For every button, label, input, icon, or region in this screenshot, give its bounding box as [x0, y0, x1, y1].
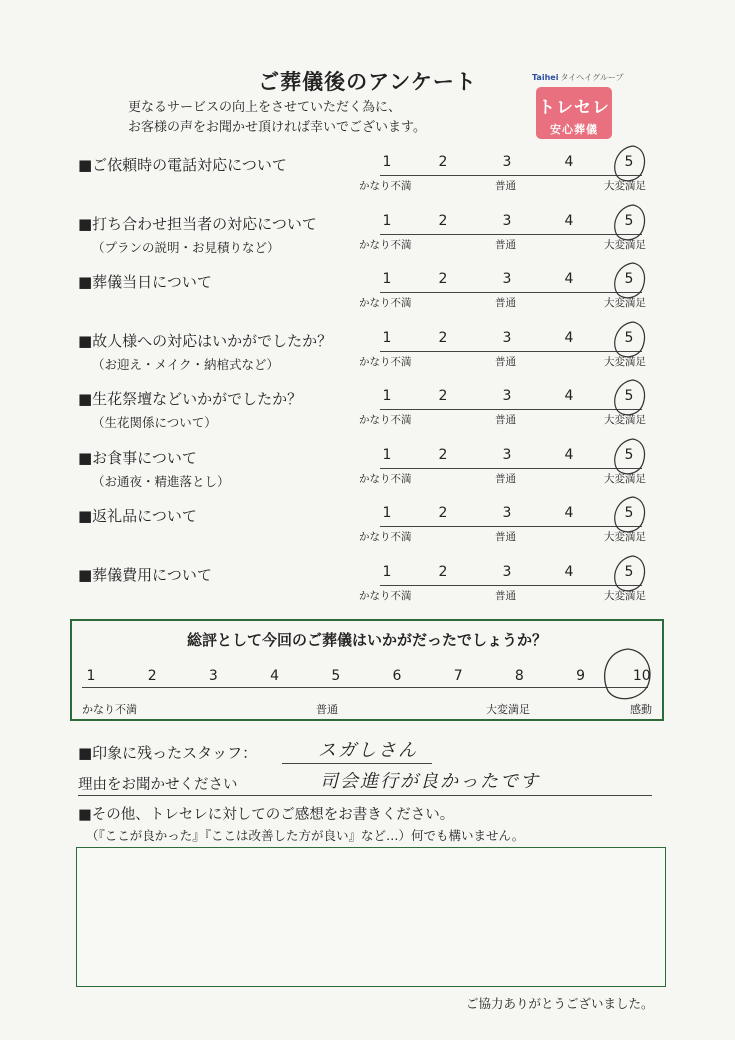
question-subtitle: （生花関係について）	[92, 415, 217, 430]
rating-label: かなり不満	[359, 355, 412, 368]
intro-line: 更なるサービスの向上をさせていただく為に、	[128, 100, 402, 115]
overall-rating-option[interactable]: 6	[392, 668, 402, 684]
overall-rating-option[interactable]: 8	[514, 668, 524, 684]
rating-label: 大変満足	[604, 589, 646, 602]
rating-option[interactable]: 4	[564, 154, 574, 170]
rating-label: かなり不満	[359, 180, 412, 192]
overall-scale-line	[82, 687, 648, 688]
rating-scale-line	[380, 585, 642, 586]
answer-circle	[609, 378, 649, 418]
intro-text	[128, 98, 426, 138]
rating-label: 普通	[495, 238, 516, 251]
question-subtitle: （プランの説明・お見積りなど）	[92, 239, 280, 255]
question-row	[0, 564, 735, 622]
overall-rating-option[interactable]: 2	[147, 668, 157, 684]
rating-scale-line	[380, 351, 642, 352]
rating-option[interactable]: 3	[502, 271, 512, 287]
rating-label: かなり不満	[359, 238, 412, 251]
logo-tagline: 安心葬儀	[550, 123, 598, 136]
rating-label: 大変満足	[604, 472, 646, 485]
rating-scale-line	[380, 292, 642, 293]
rating-label: 大変満足	[604, 180, 646, 192]
logo-group-line	[532, 72, 652, 83]
reason-label: 理由をお聞かせください	[78, 777, 238, 793]
answer-circle	[609, 261, 649, 301]
comment-box[interactable]	[76, 847, 666, 987]
overall-answer-circle	[598, 645, 654, 703]
answer-circle	[609, 320, 649, 360]
rating-option[interactable]: 4	[564, 446, 574, 463]
page-title: ご葬儀後のアンケート	[258, 70, 477, 94]
rating-option[interactable]: 1	[382, 505, 392, 521]
rating-label: 普通	[495, 297, 516, 309]
rating-scale-line	[380, 526, 642, 527]
rating-option[interactable]: 4	[564, 329, 574, 346]
staff-label: ■印象に残ったスタッフ：	[78, 744, 258, 762]
rating-scale-line	[380, 409, 642, 410]
rating-option[interactable]: 2	[438, 446, 448, 463]
rating-label: 普通	[495, 589, 516, 602]
staff-underline	[282, 763, 432, 764]
rating-option[interactable]: 4	[564, 388, 574, 404]
question-title: ■生花祭壇などいかがでしたか？	[78, 390, 303, 408]
rating-option[interactable]: 1	[382, 388, 392, 404]
rating-option[interactable]: 4	[564, 212, 574, 229]
rating-option[interactable]: 5	[624, 505, 634, 521]
rating-option[interactable]: 2	[438, 563, 448, 580]
rating-option[interactable]: 4	[564, 271, 574, 287]
logo-company: Taihei	[532, 73, 559, 82]
logo-group: タイヘイグループ	[560, 73, 624, 82]
answer-circle	[609, 554, 649, 594]
question-title: ■故人様への対応はいかがでしたか？	[78, 331, 333, 350]
overall-rating-option[interactable]: 9	[576, 668, 586, 684]
overall-rating-box	[70, 619, 664, 721]
thanks-text: ご協力ありがとうございました。	[466, 996, 654, 1011]
rating-label: 大変満足	[604, 238, 646, 251]
rating-option[interactable]: 5	[624, 329, 634, 346]
overall-label-high: 大変満足	[486, 703, 530, 716]
rating-option[interactable]: 5	[624, 563, 634, 580]
rating-option[interactable]: 1	[382, 212, 392, 229]
rating-option[interactable]: 5	[624, 212, 634, 229]
question-title: ■葬儀費用について	[78, 565, 212, 584]
answer-circle	[609, 437, 649, 477]
overall-rating-option[interactable]: 5	[331, 668, 341, 684]
staff-value[interactable]: スガしさん	[318, 740, 418, 761]
question-title: ■返礼品について	[78, 507, 197, 525]
overall-rating-option[interactable]: 10	[632, 668, 651, 684]
rating-label: 普通	[495, 355, 516, 368]
overall-label-low: かなり不満	[82, 703, 137, 716]
rating-label: 大変満足	[604, 414, 646, 426]
rating-option[interactable]: 5	[624, 446, 634, 463]
rating-option[interactable]: 1	[382, 154, 392, 170]
overall-label-mid: 普通	[316, 703, 338, 716]
other-label: ■その他、トレセレに対してのご感想をお書きください。	[78, 807, 455, 823]
overall-rating-option[interactable]: 1	[86, 668, 96, 684]
intro-line: お客様の声をお聞かせ頂ければ幸いでございます。	[128, 120, 426, 135]
rating-option[interactable]: 3	[502, 388, 512, 404]
other-sub: （『ここが良かった』『ここは改善した方が良い』など…）何でも構いません。	[86, 828, 525, 843]
rating-label: かなり不満	[359, 414, 412, 426]
rating-scale-line	[380, 175, 642, 176]
overall-rating-option[interactable]: 7	[453, 668, 463, 684]
rating-option[interactable]: 3	[502, 446, 512, 463]
rating-option[interactable]: 1	[382, 271, 392, 287]
question-title: ■打ち合わせ担当者の対応について	[78, 214, 317, 233]
answer-circle	[609, 144, 649, 184]
question-title: ■ご依頼時の電話対応について	[78, 156, 287, 174]
rating-option[interactable]: 1	[382, 563, 392, 580]
question-subtitle: （お迎え・メイク・納棺式など）	[92, 356, 280, 372]
logo	[532, 72, 652, 139]
rating-label: かなり不満	[359, 297, 412, 309]
rating-option[interactable]: 1	[382, 446, 392, 463]
rating-option[interactable]: 3	[502, 212, 512, 229]
reason-underline	[78, 795, 652, 796]
rating-option[interactable]: 2	[438, 154, 448, 170]
reason-value[interactable]: 司会進行が良かったです	[320, 771, 540, 792]
rating-option[interactable]: 2	[438, 212, 448, 229]
overall-label-top: 感動	[630, 703, 652, 716]
rating-label: かなり不満	[359, 531, 412, 543]
rating-option[interactable]: 4	[564, 505, 574, 521]
rating-label: 大変満足	[604, 531, 646, 543]
overall-rating-option[interactable]: 4	[270, 668, 280, 684]
rating-option[interactable]: 3	[502, 505, 512, 521]
rating-label: かなり不満	[359, 589, 412, 602]
rating-label: かなり不満	[359, 472, 412, 485]
rating-scale-line	[380, 234, 642, 235]
question-title: ■葬儀当日について	[78, 273, 212, 291]
rating-option[interactable]: 1	[382, 329, 392, 346]
question-subtitle: （お通夜・精進落とし）	[92, 473, 230, 489]
rating-label: 普通	[495, 414, 516, 426]
overall-rating-option[interactable]: 3	[208, 668, 218, 684]
rating-option[interactable]: 2	[438, 505, 448, 521]
rating-label: 普通	[495, 472, 516, 485]
logo-brand: トレセレ	[538, 98, 610, 118]
rating-option[interactable]: 3	[502, 154, 512, 170]
rating-option[interactable]: 5	[624, 271, 634, 287]
rating-option[interactable]: 2	[438, 329, 448, 346]
rating-option[interactable]: 4	[564, 563, 574, 580]
question-title: ■お食事について	[78, 448, 197, 467]
rating-option[interactable]: 2	[438, 271, 448, 287]
rating-option[interactable]: 3	[502, 563, 512, 580]
rating-option[interactable]: 5	[624, 154, 634, 170]
answer-circle	[609, 203, 649, 243]
rating-option[interactable]: 5	[624, 388, 634, 404]
overall-title: 総評として今回のご葬儀はいかがだったでしょうか？	[186, 631, 547, 649]
rating-label: 普通	[495, 180, 516, 192]
rating-label: 大変満足	[604, 297, 646, 309]
rating-label: 大変満足	[604, 355, 646, 368]
logo-badge	[536, 87, 612, 139]
answer-circle	[609, 495, 649, 535]
rating-option[interactable]: 2	[438, 388, 448, 404]
rating-option[interactable]: 3	[502, 329, 512, 346]
rating-scale-line	[380, 468, 642, 469]
rating-label: 普通	[495, 531, 516, 543]
